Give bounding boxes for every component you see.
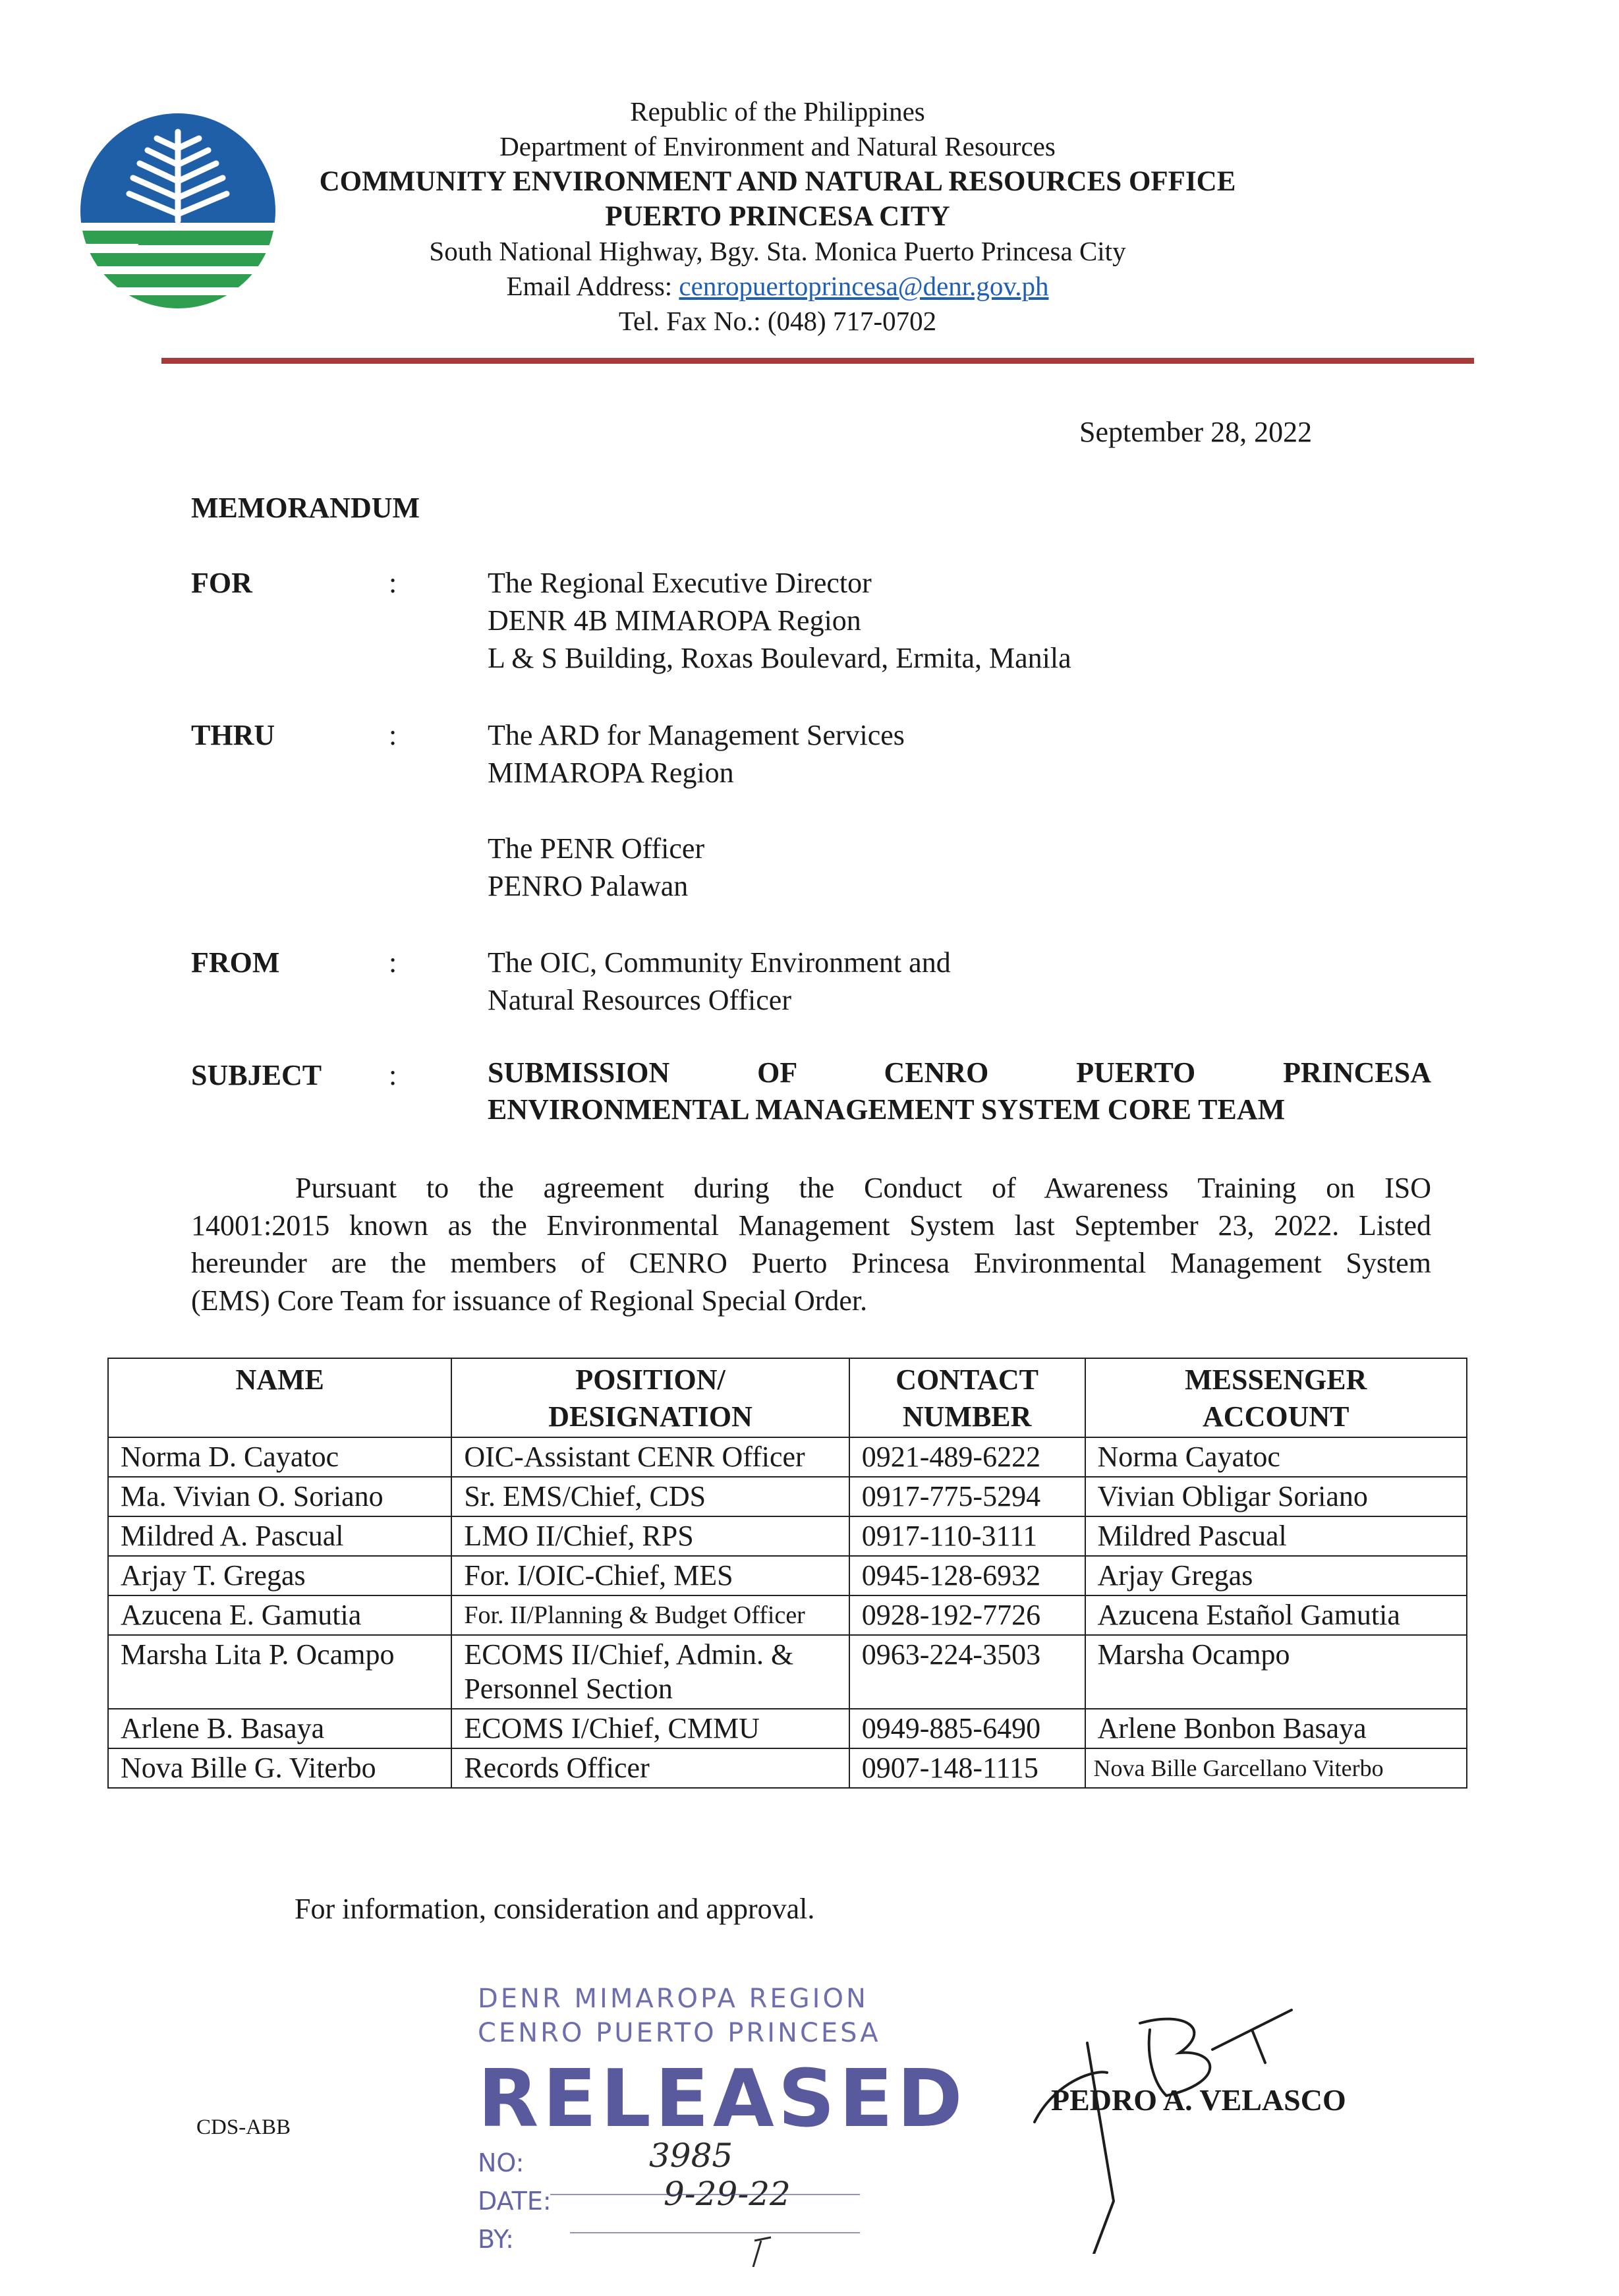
paragraph-line-1: Pursuant to the agreement during the Conduct of Awareness Training on ISO bbox=[295, 1172, 1431, 1204]
header-name-text: NAME bbox=[235, 1363, 324, 1396]
header-messenger-line-1: MESSENGER bbox=[1185, 1363, 1367, 1396]
from-line-1: The OIC, Community Environment and bbox=[488, 946, 951, 979]
memo-title: MEMORANDUM bbox=[191, 492, 420, 524]
cell-messenger: Marsha Ocampo bbox=[1085, 1635, 1467, 1709]
initials-reference: CDS-ABB bbox=[196, 2115, 291, 2139]
for-colon: : bbox=[389, 567, 397, 599]
table-row bbox=[108, 1556, 1467, 1595]
table-header-row bbox=[108, 1358, 1467, 1437]
from-line-2: Natural Resources Officer bbox=[488, 984, 791, 1016]
thru-colon: : bbox=[389, 719, 397, 751]
subject-label: SUBJECT bbox=[191, 1059, 322, 1091]
cell-name: Arjay T. Gregas bbox=[108, 1556, 451, 1595]
header-address: South National Highway, Bgy. Sta. Monica Puerto Princesa City bbox=[429, 236, 1126, 266]
thru-label: THRU bbox=[191, 719, 275, 751]
paragraph-line-4: (EMS) Core Team for issuance of Regional Special Order. bbox=[191, 1284, 868, 1317]
cell-position: LMO II/Chief, RPS bbox=[451, 1516, 849, 1556]
signature-mark bbox=[1015, 2003, 1384, 2254]
header-rule bbox=[161, 358, 1474, 364]
cell-position: ECOMS II/Chief, Admin. & Personnel Section bbox=[451, 1635, 849, 1709]
cell-name: Arlene B. Basaya bbox=[108, 1709, 451, 1748]
header-position-line-2: DESIGNATION bbox=[548, 1400, 753, 1433]
header-office: COMMUNITY ENVIRONMENT AND NATURAL RESOURCES OFFICE bbox=[319, 166, 1236, 197]
table-row bbox=[108, 1477, 1467, 1516]
table-row bbox=[108, 1709, 1467, 1748]
subject-text bbox=[488, 1054, 1431, 1128]
released-stamp bbox=[478, 1984, 967, 2280]
stamp-status: RELEASED bbox=[478, 2053, 967, 2145]
from-colon: : bbox=[389, 946, 397, 979]
memo-date: September 28, 2022 bbox=[1079, 416, 1313, 448]
stamp-line-2: CENRO PUERTO PRINCESA bbox=[478, 2018, 881, 2048]
stamp-date-label: DATE: bbox=[478, 2187, 552, 2216]
cell-position: Records Officer bbox=[451, 1748, 849, 1788]
cell-messenger: Azucena Estañol Gamutia bbox=[1085, 1595, 1467, 1635]
cell-messenger: Mildred Pascual bbox=[1085, 1516, 1467, 1556]
cell-messenger: Arlene Bonbon Basaya bbox=[1085, 1709, 1467, 1748]
body-paragraph bbox=[191, 1169, 1431, 1319]
denr-logo bbox=[79, 112, 277, 310]
stamp-line-1: DENR MIMAROPA REGION bbox=[478, 1984, 868, 2014]
core-team-table bbox=[107, 1358, 1467, 1789]
header-contact-line-2: NUMBER bbox=[902, 1400, 1032, 1433]
thru-line-1: The ARD for Management Services bbox=[488, 719, 905, 751]
stamp-date-value: 9-29-22 bbox=[664, 2175, 791, 2213]
header-name bbox=[108, 1358, 451, 1437]
cell-name: Ma. Vivian O. Soriano bbox=[108, 1477, 451, 1516]
for-line-2: DENR 4B MIMAROPA Region bbox=[488, 604, 861, 637]
cell-messenger: Vivian Obligar Soriano bbox=[1085, 1477, 1467, 1516]
table-row bbox=[108, 1516, 1467, 1556]
cell-position: ECOMS I/Chief, CMMU bbox=[451, 1709, 849, 1748]
header-email-line bbox=[283, 269, 1272, 304]
header-email-link[interactable]: cenropuertoprincesa@denr.gov.ph bbox=[679, 271, 1049, 301]
table-row bbox=[108, 1635, 1467, 1709]
stamp-no-label: NO: bbox=[478, 2148, 525, 2177]
cell-contact: 0949-885-6490 bbox=[849, 1709, 1085, 1748]
cell-name: Norma D. Cayatoc bbox=[108, 1437, 451, 1477]
header-contact bbox=[849, 1358, 1085, 1437]
table-row bbox=[108, 1748, 1467, 1788]
thru-line-2: MIMAROPA Region bbox=[488, 757, 734, 789]
header-messenger bbox=[1085, 1358, 1467, 1437]
cell-name: Azucena E. Gamutia bbox=[108, 1595, 451, 1635]
closing-line: For information, consideration and approval. bbox=[295, 1893, 815, 1925]
header-contact-line-1: CONTACT bbox=[895, 1363, 1039, 1396]
thru-line-3: The PENR Officer bbox=[488, 832, 705, 865]
header-messenger-line-2: ACCOUNT bbox=[1203, 1400, 1349, 1433]
stamp-fill-lines bbox=[544, 2168, 873, 2267]
cell-name: Marsha Lita P. Ocampo bbox=[108, 1635, 451, 1709]
cell-contact: 0945-128-6932 bbox=[849, 1556, 1085, 1595]
cell-name: Nova Bille G. Viterbo bbox=[108, 1748, 451, 1788]
table-row bbox=[108, 1595, 1467, 1635]
header-position-line-1: POSITION/ bbox=[575, 1363, 725, 1396]
cell-position: For. I/OIC-Chief, MES bbox=[451, 1556, 849, 1595]
cell-messenger: Arjay Gregas bbox=[1085, 1556, 1467, 1595]
thru-line-4: PENRO Palawan bbox=[488, 870, 689, 902]
paragraph-line-2: 14001:2015 known as the Environmental Management System last September 23, 2022. Listed bbox=[191, 1209, 1431, 1242]
cell-name: Mildred A. Pascual bbox=[108, 1516, 451, 1556]
stamp-by-label: BY: bbox=[478, 2225, 514, 2254]
subject-line-1: SUBMISSION OF CENRO PUERTO PRINCESA bbox=[488, 1056, 1431, 1089]
from-label: FROM bbox=[191, 946, 280, 979]
header-email-label: Email Address: bbox=[506, 271, 679, 301]
cell-contact: 0907-148-1115 bbox=[849, 1748, 1085, 1788]
stamp-no-value: 3985 bbox=[649, 2137, 733, 2175]
for-line-1: The Regional Executive Director bbox=[488, 567, 872, 599]
for-label: FOR bbox=[191, 567, 252, 599]
signatory-name: PEDRO A. VELASCO bbox=[1051, 2083, 1346, 2117]
cell-contact: 0928-192-7726 bbox=[849, 1595, 1085, 1635]
cell-messenger: Norma Cayatoc bbox=[1085, 1437, 1467, 1477]
cell-messenger: Nova Bille Garcellano Viterbo bbox=[1085, 1748, 1467, 1788]
paragraph-line-3: hereunder are the members of CENRO Puerto Princesa Environmental Management System bbox=[191, 1247, 1431, 1279]
header-telfax: Tel. Fax No.: (048) 717-0702 bbox=[618, 306, 937, 336]
header-city: PUERTO PRINCESA CITY bbox=[605, 201, 950, 232]
cell-contact: 0921-489-6222 bbox=[849, 1437, 1085, 1477]
header-position bbox=[451, 1358, 849, 1437]
cell-contact: 0917-110-3111 bbox=[849, 1516, 1085, 1556]
subject-colon: : bbox=[389, 1059, 397, 1091]
cell-position: For. II/Planning & Budget Officer bbox=[451, 1595, 849, 1635]
header-department: Department of Environment and Natural Resources bbox=[499, 131, 1056, 161]
cell-position: Sr. EMS/Chief, CDS bbox=[451, 1477, 849, 1516]
cell-contact: 0963-224-3503 bbox=[849, 1635, 1085, 1709]
table-row bbox=[108, 1437, 1467, 1477]
for-line-3: L & S Building, Roxas Boulevard, Ermita, Manila bbox=[488, 642, 1071, 674]
header-republic: Republic of the Philippines bbox=[630, 96, 925, 127]
cell-contact: 0917-775-5294 bbox=[849, 1477, 1085, 1516]
subject-line-2: ENVIRONMENTAL MANAGEMENT SYSTEM CORE TEAM bbox=[488, 1093, 1286, 1126]
cell-position: OIC-Assistant CENR Officer bbox=[451, 1437, 849, 1477]
